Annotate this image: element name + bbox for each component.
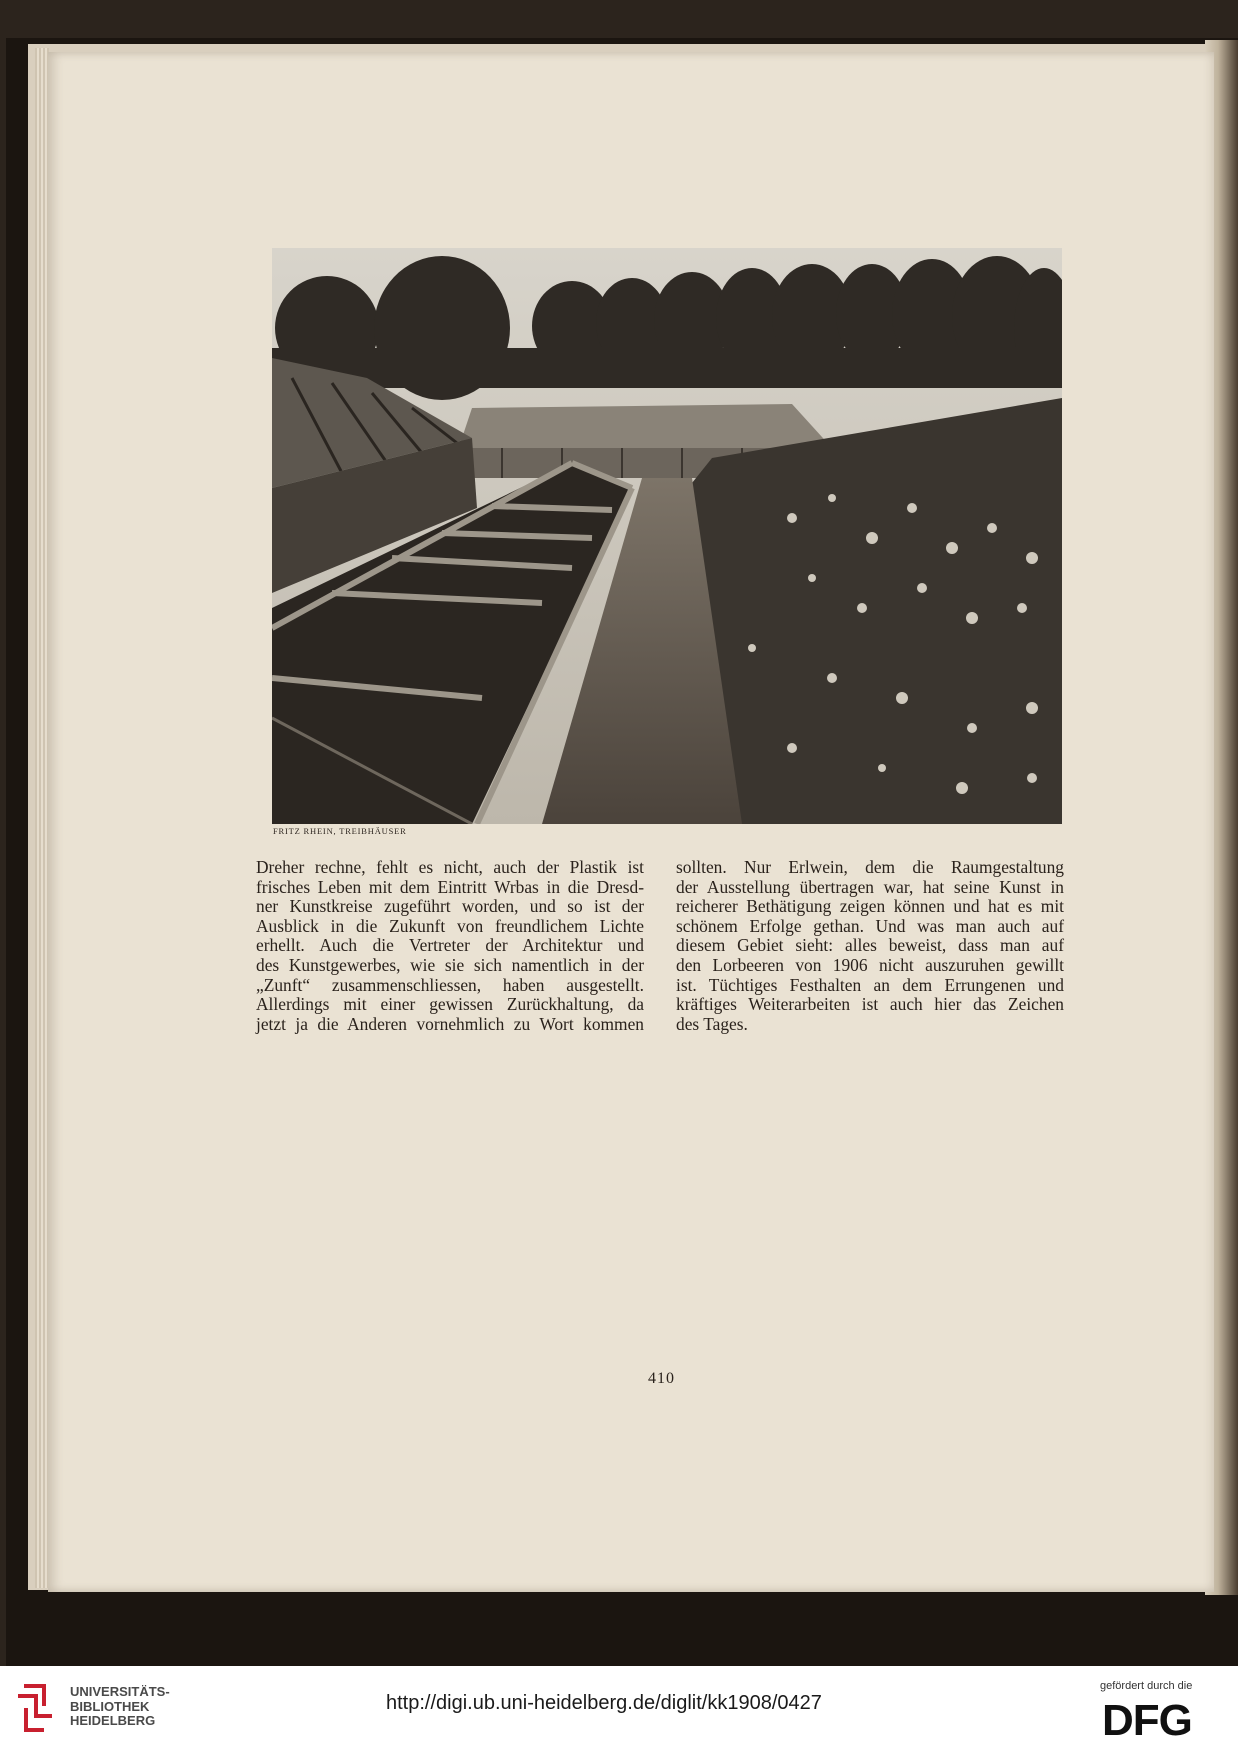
- text-line: erhellt. Auch die Vertreter der Architektur und: [256, 935, 644, 956]
- text-line: des Tages.: [676, 1013, 748, 1034]
- footer-bar: [0, 1666, 1238, 1753]
- text-line: diesem Gebiet sieht: alles beweist, dass man auf: [676, 935, 1064, 956]
- page-stack-edge: [35, 48, 49, 1588]
- dfg-logo: DFG: [1102, 1696, 1192, 1745]
- plate-image: [272, 248, 1062, 824]
- text-line: sollten. Nur Erlwein, dem die Raumgestaltung: [676, 857, 1064, 877]
- text-line: der Ausstellung übertragen war, hat seine Kunst in: [676, 876, 1064, 897]
- text-line: frisches Leben mit dem Eintritt Wrbas in die Dresd-: [256, 876, 644, 897]
- text-line: „Zunft“ zusammenschliessen, haben ausgestellt.: [256, 974, 644, 995]
- text-line: schönem Erfolge gethan. Und was man auch auf: [676, 915, 1064, 936]
- library-name-line: UNIVERSITÄTS-: [70, 1684, 170, 1699]
- greenhouse-illustration: [272, 248, 1062, 824]
- text-line: reicherer Bethätigung zeigen können und hat es mit: [676, 896, 1064, 917]
- text-line: Ausblick in die Zukunft von freundlichem Lichte: [256, 915, 644, 936]
- library-name: [70, 1685, 170, 1729]
- text-line: Allerdings mit einer gewissen Zurückhaltung, da: [256, 994, 644, 1015]
- plate-caption: FRITZ RHEIN, TREIBHÄUSER: [273, 826, 407, 836]
- text-line: jetzt ja die Anderen vornehmlich zu Wort kommen: [256, 1013, 644, 1034]
- text-line: des Kunstgewerbes, wie sie sich namentlich in der: [256, 954, 644, 975]
- text-line: den Lorbeeren von 1906 nicht auszuruhen gewillt: [676, 954, 1064, 975]
- library-name-line: BIBLIOTHEK: [70, 1698, 150, 1714]
- text-line: Dreher rechne, fehlt es nicht, auch der Plastik ist: [256, 857, 644, 877]
- funded-by-label: gefördert durch die: [1100, 1680, 1193, 1692]
- library-name-line: HEIDELBERG: [70, 1713, 156, 1728]
- text-line: ner Kunstkreise zugeführt worden, und so ist der: [256, 896, 644, 917]
- text-column-right: [676, 858, 1064, 1034]
- page-number: 410: [648, 1370, 675, 1387]
- text-line: ist. Tüchtiges Festhalten an dem Errungenen und: [676, 974, 1064, 995]
- text-column-left: [256, 858, 644, 1034]
- permalink-url[interactable]: http://digi.ub.uni-heidelberg.de/diglit/kk1908/0427: [386, 1692, 822, 1714]
- text-line: kräftiges Weiterarbeiten ist auch hier das Zeichen: [676, 994, 1064, 1015]
- library-logo-icon: [14, 1678, 64, 1738]
